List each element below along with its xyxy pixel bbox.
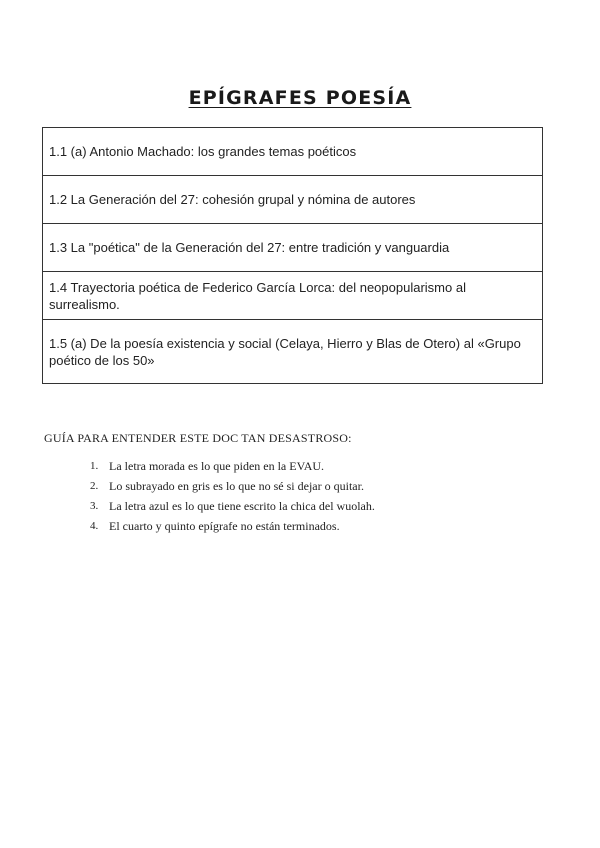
table-row xyxy=(43,272,543,320)
list-number: 1. xyxy=(90,460,99,472)
list-item xyxy=(90,458,375,478)
topic-cell: 1.2 La Generación del 27: cohesión grupal y nómina de autores xyxy=(43,176,543,224)
table-row xyxy=(43,320,543,384)
list-number: 4. xyxy=(90,520,99,532)
list-number: 3. xyxy=(90,500,99,512)
list-item xyxy=(90,518,375,538)
table-row xyxy=(43,176,543,224)
list-text: Lo subrayado en gris es lo que no sé si dejar o quitar. xyxy=(109,479,364,493)
page-title: EPÍGRAFES POESÍA xyxy=(188,86,412,109)
list-item xyxy=(90,478,375,498)
list-text: El cuarto y quinto epígrafe no están terminados. xyxy=(109,519,340,533)
topic-cell: 1.3 La "poética" de la Generación del 27: entre tradición y vanguardia xyxy=(43,224,543,272)
table-row xyxy=(43,128,543,176)
topic-cell: 1.5 (a) De la poesía existencia y social (Celaya, Hierro y Blas de Otero) al «Grupo poético de los 50» xyxy=(43,320,543,384)
list-text: La letra azul es lo que tiene escrito la chica del wuolah. xyxy=(109,499,375,513)
guide-list xyxy=(90,458,375,538)
list-item xyxy=(90,498,375,518)
topics-table xyxy=(42,127,543,384)
topic-cell: 1.1 (a) Antonio Machado: los grandes temas poéticos xyxy=(43,128,543,176)
guide-heading: GUÍA PARA ENTENDER ESTE DOC TAN DESASTROSO: xyxy=(44,431,352,445)
table-row xyxy=(43,224,543,272)
list-text: La letra morada es lo que piden en la EVAU. xyxy=(109,459,325,473)
topic-cell: 1.4 Trayectoria poética de Federico García Lorca: del neopopularismo al surrealismo. xyxy=(43,272,543,320)
list-number: 2. xyxy=(90,480,99,492)
